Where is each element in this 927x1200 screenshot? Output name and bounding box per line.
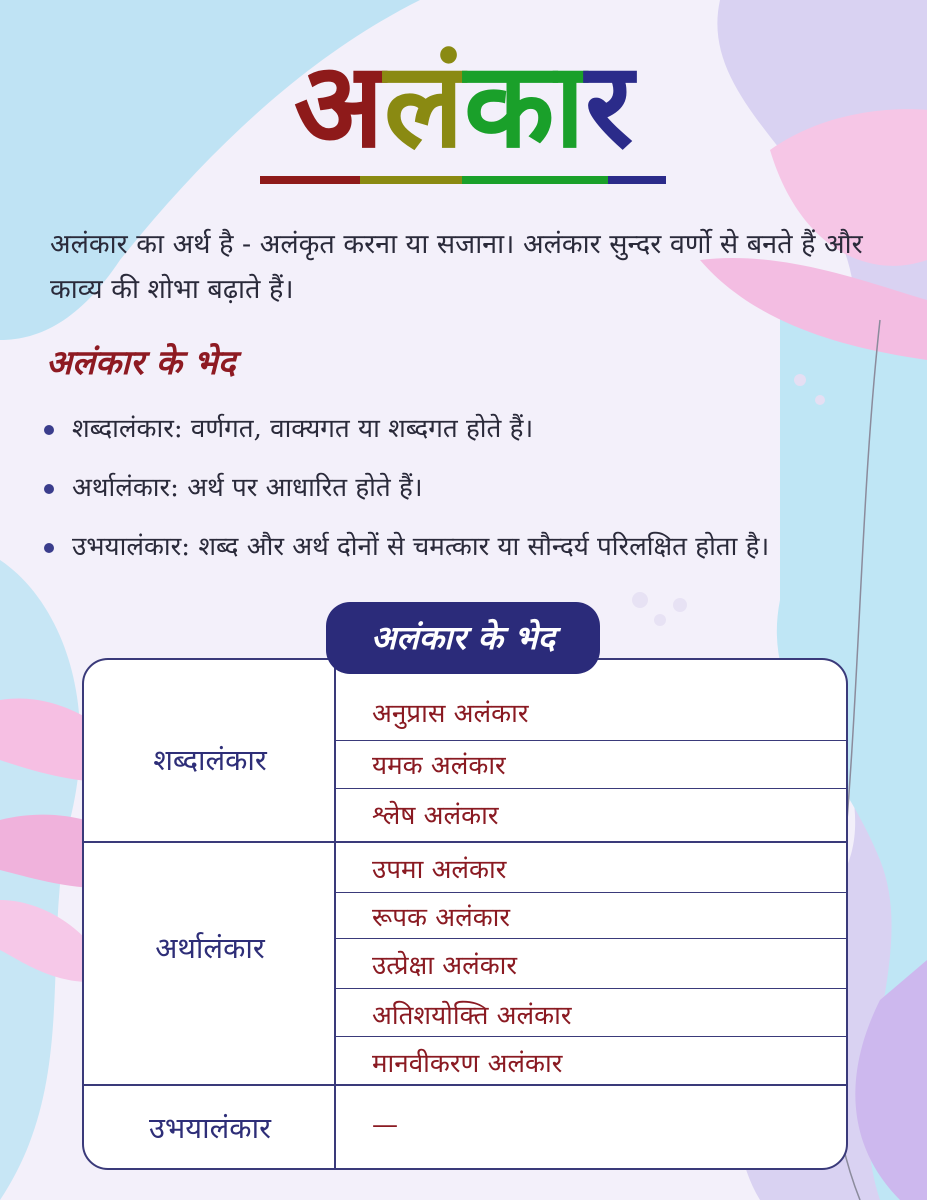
table-badge: अलंकार के भेद	[326, 602, 600, 674]
table-row: अतिशयोक्ति अलंकार	[372, 1001, 572, 1031]
title-part-2: लं	[383, 36, 464, 174]
intro-paragraph: अलंकार का अर्थ है - अलंकृत करना या सजाना। अलंकार सुन्दर वर्णो से बनते हैं और काव्य की शोभा बढ़ाते हैं।	[50, 229, 863, 305]
title-underline	[260, 176, 666, 184]
row-divider	[336, 988, 846, 989]
table-row: —	[372, 1110, 398, 1140]
group-divider	[84, 1084, 846, 1086]
table-row: मानवीकरण अलंकार	[372, 1049, 563, 1079]
bullet-icon	[44, 484, 54, 494]
section-heading: अलंकार के भेद	[46, 343, 236, 383]
list-item: अर्थालंकार: अर्थ पर आधारित होते हैं।	[40, 467, 820, 509]
table-row: यमक अलंकार	[372, 751, 506, 781]
title-part-4: र	[585, 36, 634, 174]
row-divider	[336, 740, 846, 741]
title-part-1: अ	[293, 36, 384, 174]
table-row: उत्प्रेक्षा अलंकार	[372, 951, 518, 981]
row-divider	[336, 1036, 846, 1037]
table-row: श्लेष अलंकार	[372, 801, 499, 831]
row-divider	[336, 892, 846, 893]
page-title	[0, 30, 927, 180]
bullet-icon	[44, 543, 54, 553]
bullet-icon	[44, 425, 54, 435]
row-divider	[336, 938, 846, 939]
row-divider	[336, 788, 846, 789]
table-row: रूपक अलंकार	[372, 903, 511, 933]
types-table	[82, 658, 848, 1170]
title-part-3: का	[463, 36, 586, 174]
table-row: उपमा अलंकार	[372, 855, 507, 885]
category-ubhayalankar: उभयालंकार	[149, 1111, 271, 1145]
type-list	[40, 408, 820, 585]
category-shabdalankar: शब्दालंकार	[153, 743, 267, 777]
list-item: शब्दालंकार: वर्णगत, वाक्यगत या शब्दगत होते हैं।	[40, 408, 820, 450]
group-divider	[84, 841, 846, 843]
table-row: अनुप्रास अलंकार	[372, 699, 529, 729]
category-arthalankar: अर्थालंकार	[155, 931, 265, 965]
list-item: उभयालंकार: शब्द और अर्थ दोनों से चमत्कार या सौन्दर्य परिलक्षित होता है।	[40, 526, 820, 568]
category-column	[84, 660, 336, 1168]
